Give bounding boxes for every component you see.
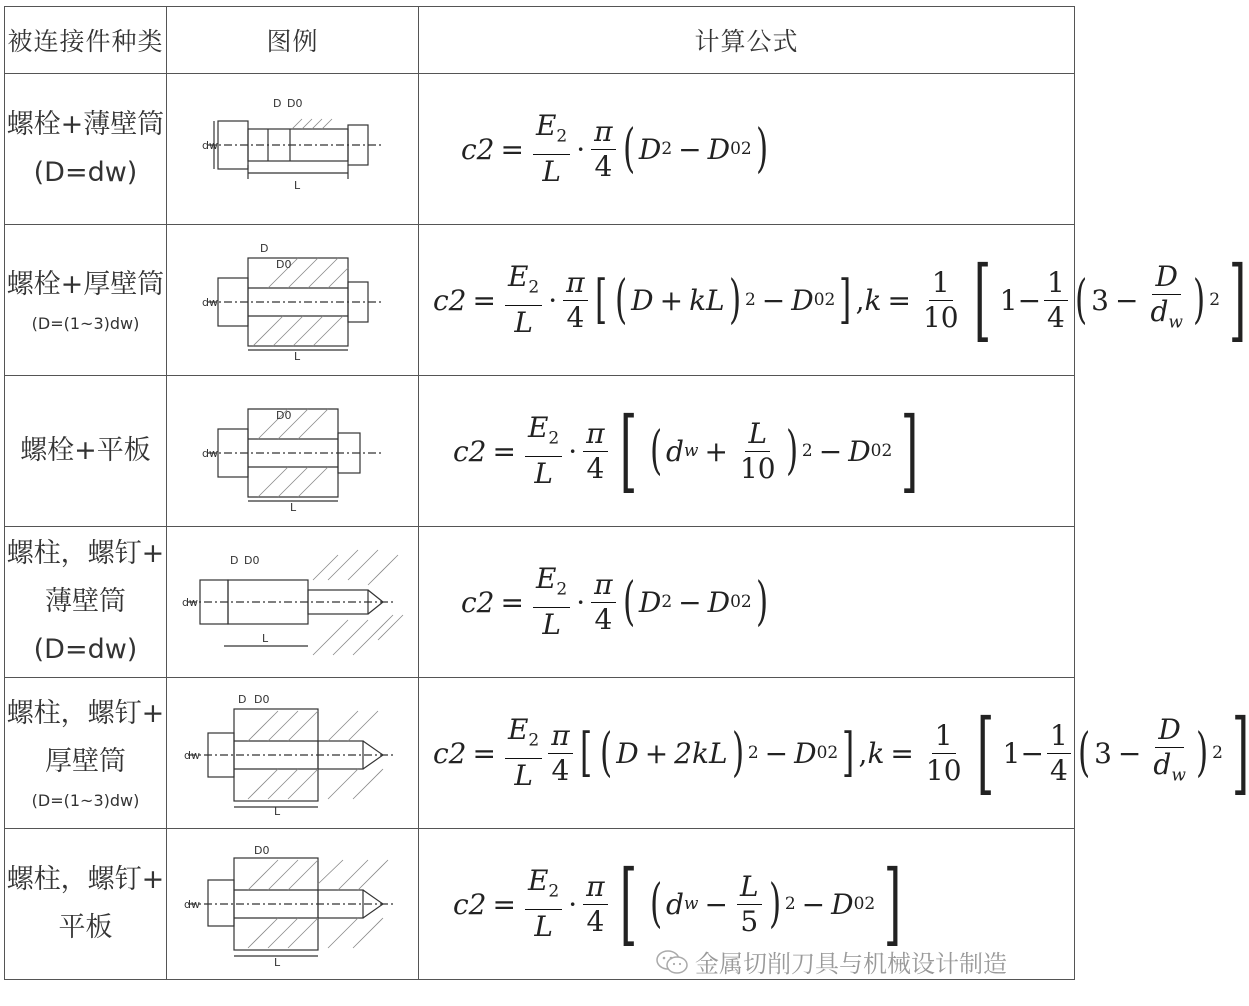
formula-cell bbox=[419, 74, 1075, 225]
formula: c2 = $\frac{E_2}{L}$ · $\frac{\pi}{4}$ [ ( d w + $\frac{L}{10}$ ) 2 − D 0 2 ] bbox=[453, 398, 919, 503]
label-l: L bbox=[293, 179, 300, 192]
type-line: (D=(1~3)dw) bbox=[31, 314, 140, 333]
type-line: 螺柱，螺钉+ bbox=[6, 698, 165, 729]
label-dw: dw bbox=[181, 595, 198, 609]
type-line: 螺栓+平板 bbox=[20, 435, 151, 466]
type-line: 平板 bbox=[58, 912, 113, 943]
formula: c2 = $\frac{E_2}{L}$ · $\frac{\pi}{4}$ [ ( d w − $\frac{L}{5}$ ) 2 − D 0 2 ] bbox=[453, 851, 902, 956]
label-d0: D0 bbox=[253, 844, 269, 857]
label-dw: dw bbox=[201, 446, 218, 460]
bolt-thin-tube-diagram bbox=[198, 89, 388, 209]
type-cell bbox=[5, 74, 167, 225]
type-cell bbox=[5, 527, 167, 678]
formula-cell bbox=[419, 376, 1075, 527]
type-cell bbox=[5, 225, 167, 376]
label-l: L bbox=[293, 349, 300, 363]
label-l: L bbox=[261, 631, 268, 645]
label-d0: D0 bbox=[243, 553, 259, 567]
label-dw: dw bbox=[183, 749, 200, 762]
label-d: D bbox=[229, 553, 238, 567]
diagram-cell bbox=[167, 678, 419, 829]
label-d0: D0 bbox=[253, 693, 269, 706]
table-row bbox=[5, 678, 1075, 829]
formula-cell bbox=[419, 527, 1075, 678]
type-cell bbox=[5, 829, 167, 980]
diagram-cell bbox=[167, 376, 419, 527]
bolt-plate-diagram bbox=[198, 389, 388, 514]
wechat-logo-icon bbox=[655, 949, 689, 975]
type-line: 螺栓+厚壁筒 bbox=[6, 269, 165, 300]
label-d: D bbox=[259, 241, 268, 255]
formula: c2 = $\frac{E_2}{L}$ · $\frac{\pi}{4}$ ( D 2 − D 0 2 ) bbox=[461, 562, 768, 641]
type-cell bbox=[5, 376, 167, 527]
header-diagram: 图例 bbox=[167, 7, 419, 74]
header-formula: 计算公式 bbox=[419, 7, 1075, 74]
formula: c2 = $\frac{E_2}{L}$ $\frac{\pi}{4}$ [ ( D + 2kL ) 2 − D 0 2 ] , k = $\frac{1}{10}$ [ 1 − $\frac{1}{4}$ ( 3 − $\frac{D}{d_w}$ ) 2 ] bbox=[433, 700, 1249, 805]
stud-thin-tube-diagram bbox=[178, 540, 408, 665]
formula-cell bbox=[419, 225, 1247, 376]
type-line: (D=(1~3)dw) bbox=[31, 791, 140, 810]
type-cell bbox=[5, 678, 167, 829]
diagram-cell bbox=[167, 74, 419, 225]
type-line: 螺柱，螺钉+ bbox=[6, 864, 165, 895]
label-dw: dw bbox=[183, 898, 200, 911]
table-row bbox=[5, 74, 1075, 225]
label-d: D bbox=[237, 693, 246, 706]
stud-plate-diagram bbox=[178, 840, 408, 968]
watermark-text: 金属切削刀具与机械设计制造 bbox=[695, 950, 1007, 978]
label-dw: dw bbox=[201, 295, 218, 309]
header-row bbox=[5, 7, 1075, 74]
type-line: 螺栓+薄壁筒 bbox=[6, 109, 165, 140]
stud-thick-tube-diagram bbox=[178, 689, 408, 817]
type-line: 螺柱，螺钉+ bbox=[6, 538, 165, 569]
bolt-thick-tube-diagram bbox=[198, 238, 388, 363]
type-line: 薄壁筒 bbox=[45, 586, 126, 617]
diagram-cell bbox=[167, 829, 419, 980]
label-l: L bbox=[273, 956, 280, 969]
type-line: 厚壁筒 bbox=[45, 746, 126, 777]
label-dw: dw bbox=[201, 139, 218, 152]
label-d0: D0 bbox=[286, 97, 302, 110]
formula: c2 = $\frac{E_2}{L}$ · $\frac{\pi}{4}$ ( D 2 − D 0 2 ) bbox=[461, 109, 768, 188]
formula-cell bbox=[419, 678, 1249, 829]
table-row bbox=[5, 376, 1075, 527]
header-type: 被连接件种类 bbox=[5, 7, 167, 74]
table-row bbox=[5, 527, 1075, 678]
label-d0: D0 bbox=[275, 408, 291, 422]
diagram-cell bbox=[167, 527, 419, 678]
label-l: L bbox=[289, 500, 296, 514]
formula: c2 = $\frac{E_2}{L}$ · $\frac{\pi}{4}$ [ ( D + kL ) 2 − D 0 2 ] , k = $\frac{1}{10}$ [ 1 − $\frac{1}{4}$ ( 3 − $\frac{D}{d_w}$ ) 2 ] bbox=[433, 247, 1247, 352]
type-line: (D=dw) bbox=[33, 157, 138, 188]
table-row bbox=[5, 225, 1075, 376]
label-d: D bbox=[272, 97, 281, 110]
label-d0: D0 bbox=[275, 257, 291, 271]
diagram-cell bbox=[167, 225, 419, 376]
watermark bbox=[655, 944, 1007, 979]
formula-table bbox=[4, 6, 1249, 980]
type-line: (D=dw) bbox=[33, 634, 138, 665]
label-l: L bbox=[273, 805, 280, 818]
